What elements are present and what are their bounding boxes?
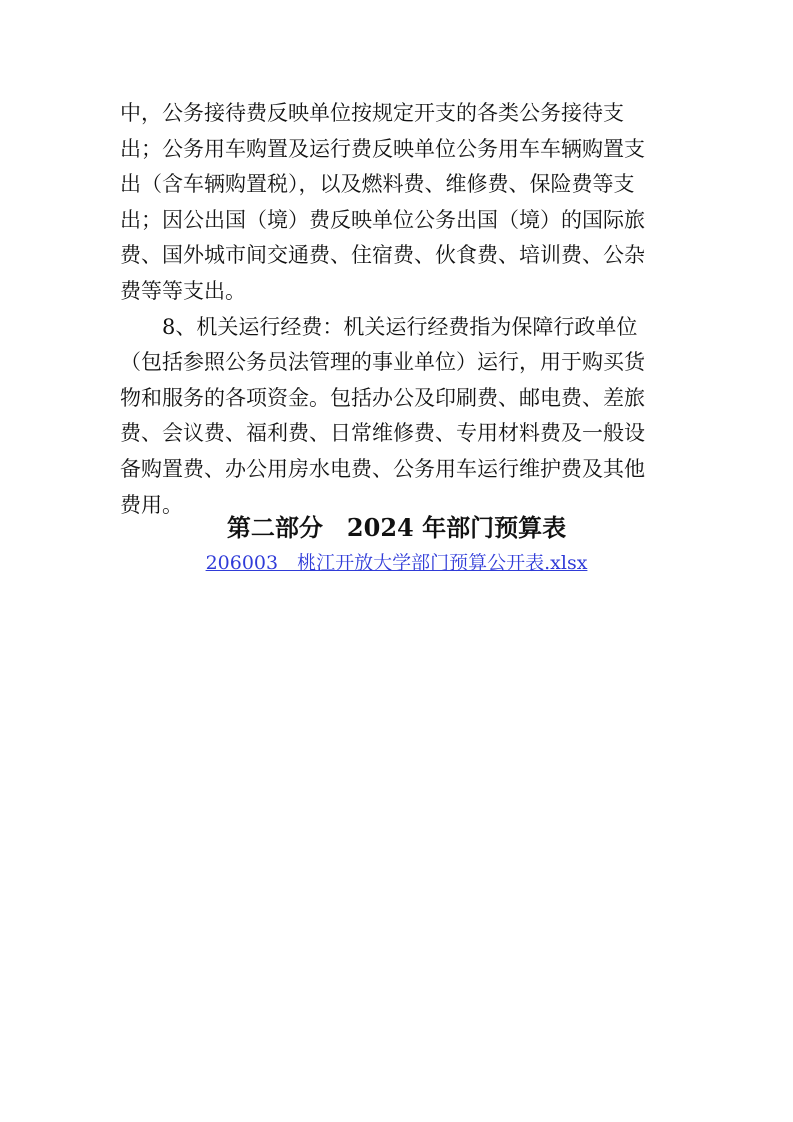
section8-line-6: 费用。 xyxy=(120,492,183,517)
paragraph-line-2: 出；公务用车购置及运行费反映单位公务用车车辆购置支 xyxy=(120,136,645,161)
section8-line-4: 费、会议费、福利费、日常维修费、专用材料费及一般设 xyxy=(120,421,645,446)
section8-line-1: 8、机关运行经费：机关运行经费指为保障行政单位 xyxy=(162,314,638,339)
paragraph-line-4: 出；因公出国（境）费反映单位公务出国（境）的国际旅 xyxy=(120,207,645,232)
part-heading: 第二部分 2024 年部门预算表 xyxy=(226,513,567,542)
attachment-link-row xyxy=(0,547,793,579)
paragraph-line-5: 费、国外城市间交通费、住宿费、伙食费、培训费、公杂 xyxy=(120,243,645,268)
paragraph-line-6: 费等等支出。 xyxy=(120,278,246,303)
body-text xyxy=(120,96,680,523)
section8-line-2: （包括参照公务员法管理的事业单位）运行，用于购买货 xyxy=(120,350,645,375)
section8-line-3: 物和服务的各项资金。包括办公及印刷费、邮电费、差旅 xyxy=(120,385,645,410)
paragraph-line-3: 出（含车辆购置税），以及燃料费、维修费、保险费等支 xyxy=(120,172,635,197)
paragraph-line-1: 中，公务接待费反映单位按规定开支的各类公务接待支 xyxy=(120,101,624,125)
section8-line-5: 备购置费、办公用房水电费、公务用车运行维护费及其他 xyxy=(120,456,645,481)
attachment-link[interactable]: 206003 桃江开放大学部门预算公开表.xlsx xyxy=(205,552,588,574)
